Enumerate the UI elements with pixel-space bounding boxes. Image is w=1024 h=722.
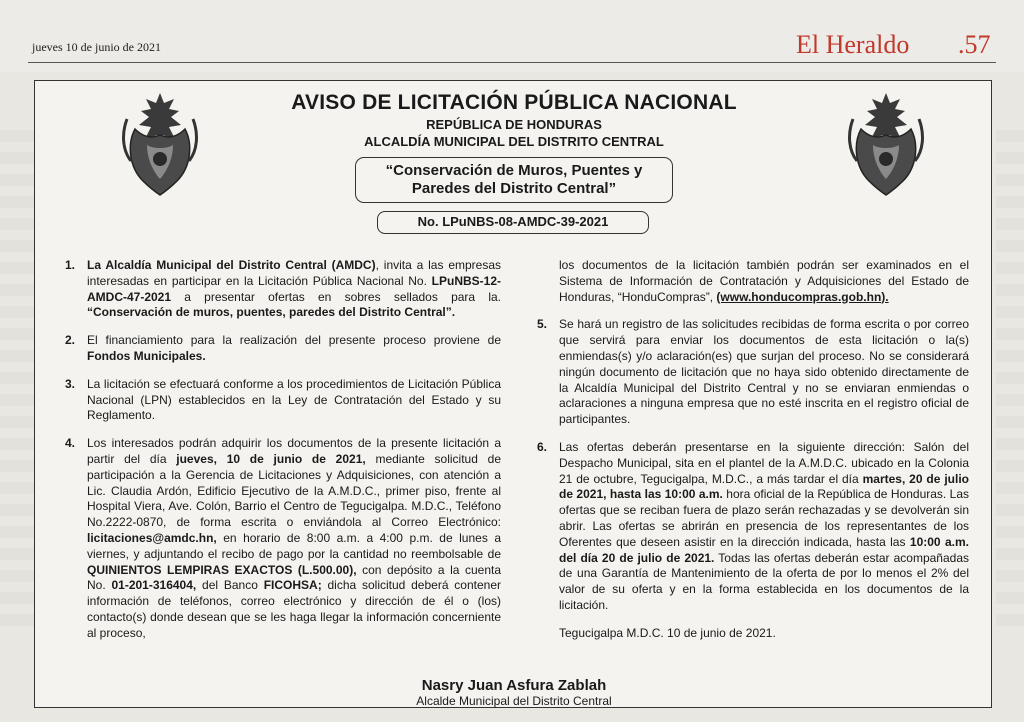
text-run: hora oficial de la República de Honduras. Las ofertas que se reciban fuera de plazo serán rechazadas y se devolverán sin abrir. Las ofertas se abrirán en presencia de los representantes de los Oferentes que deseen asistir en la dirección indicada, hasta las: [559, 487, 970, 549]
list-item: [537, 317, 969, 428]
signatory-title: Alcalde Municipal del Distrito Central: [416, 694, 612, 708]
masthead-rule: [28, 62, 996, 63]
text-bold: jueves, 10 de junio de 2021,: [176, 451, 366, 466]
text-run: El financiamiento para la realización del presente proceso proviene de: [87, 333, 501, 348]
text-run: Las ofertas deberán presentarse en la siguiente dirección: Salón del Despacho Municipal, sita en el plantel de la A.M.D.C. ubicado en la Colonia 21 de octubre, Tegucigalpa, M.D.C., a más tardar el día: [559, 439, 969, 486]
item-number: 1.: [65, 258, 76, 272]
tender-notice: [34, 80, 992, 708]
text-run: , invita a las empresas interesadas en participar en la Licitación Pública Nacional No.: [87, 258, 502, 288]
page-number: .57: [958, 30, 991, 59]
text-bold: QUINIENTOS LEMPIRAS EXACTOS (L.500.00),: [87, 562, 357, 577]
tender-reference-number: No. LPuNBS-08-AMDC-39-2021: [377, 211, 649, 234]
notice-column-left: [65, 258, 501, 654]
text-run: los documentos de la licitación también podrán ser examinados en el Sistema de Información de Contratación y Adquisiciones del Estado de Honduras, “HonduCompras”,: [559, 258, 969, 304]
notice-title: AVISO DE LICITACIÓN PÚBLICA NACIONAL: [291, 91, 737, 114]
notice-column-right: [537, 258, 969, 654]
text-bold: “Conservación de muros, puentes, paredes del Distrito Central”.: [87, 305, 456, 320]
text-run: del Banco: [196, 578, 264, 593]
project-name-line-1: “Conservación de Muros, Puentes y: [385, 162, 643, 179]
list-item: [65, 377, 501, 424]
text-bold: martes, 20 de julio de 2021, hasta las 10:00 a.m.: [559, 471, 969, 502]
project-name-line-2: Paredes del Distrito Central”: [411, 180, 617, 197]
text-bold: licitaciones@amdc.hn,: [87, 530, 217, 545]
signatory-name: Nasry Juan Asfura Zablah: [421, 677, 607, 694]
signature-block: [35, 677, 993, 708]
item-text: [87, 436, 501, 641]
notice-subtitle-municipality: ALCALDÍA MUNICIPAL DEL DISTRITO CENTRAL: [364, 134, 664, 149]
text-run: Todas las ofertas deberán estar acompañadas de una Garantía de Mantenimiento de la oferta de por lo menos el 2% del valor de su oferta y en la forma establecida en los documentos de la licitación.: [559, 550, 969, 612]
text-run: mediante solicitud de participación a la Gerencia de Licitaciones y Adquisiciones, con atención a Lic. Claudia Ardón, Edificio Ejecutivo de la A.M.D.C., primer piso, frente al Hospital Viera, Ave. Colón, Barrio el Centro de Tegucigalpa. M.D.C., Teléfono No.2222-0870, de forma escrita o enviándola al Correo Electrónico:: [87, 451, 501, 530]
list-item: [65, 258, 501, 321]
publication-date: jueves 10 de junio de 2021: [32, 40, 161, 54]
newspaper-brand: El Heraldo: [796, 30, 910, 59]
text-bold: FICOHSA;: [263, 578, 322, 593]
item-text: [87, 258, 501, 321]
item-text: [87, 333, 501, 365]
item-text: Se hará un registro de las solicitudes recibidas de forma escrita o por correo que servirá para enviar los documentos de esta licitación o la(s) enmiendas(s) y/o aclaración(es) que surjan del proceso. No se considerará ningún documento de licitación que no haya sido obtenido directamente de la Alcaldía Municipal del Distrito Central y no se enviaran enmiendas o aclaraciones a ninguna empresa que no esté inscrita en el registro oficial de participantes.: [559, 317, 969, 427]
item-text: La licitación se efectuará conforme a los procedimientos de Licitación Pública Nacional (LPN) establecidos en la Ley de Contratación del Estado y su Reglamento.: [87, 376, 501, 423]
item-text: [559, 440, 969, 614]
text-run: a presentar ofertas en sobres sellados para la.: [171, 289, 501, 304]
text-bold: 01-201-316404,: [111, 578, 197, 593]
text-bold: Fondos Municipales.: [87, 348, 206, 363]
list-item: [65, 436, 501, 641]
background-texture-right: [996, 130, 1024, 630]
item-number: 3.: [65, 376, 76, 391]
text-bold: LPuNBS-12-AMDC-47-2021: [87, 273, 501, 304]
list-item: [537, 440, 969, 614]
item-number: 6.: [537, 439, 548, 454]
text-run: con depósito a la cuenta No.: [87, 562, 501, 593]
text-bold: La Alcaldía Municipal del Distrito Central (AMDC): [87, 258, 376, 272]
project-name-box: [355, 157, 673, 203]
notice-subtitle-country: REPÚBLICA DE HONDURAS: [426, 117, 602, 132]
place-and-date: Tegucigalpa M.D.C. 10 de junio de 2021.: [559, 625, 776, 640]
item-number: 2.: [65, 333, 76, 348]
list-item: [65, 333, 501, 365]
item-number: 4.: [65, 436, 76, 451]
text-run: dicha solicitud deberá contener información de teléfonos, correo electrónico y dirección de él o (los) contacto(s) donde desean que se les haga llegar la información concerniente al proceso,: [87, 578, 501, 640]
masthead: [0, 0, 1024, 72]
item-continuation: [537, 258, 969, 305]
text-run: en horario de 8:00 a.m. a 4:00 p.m. de lunes a viernes, y adjuntando el recibo de pago por la cantidad no reembolsable de: [87, 530, 501, 561]
text-run: Los interesados podrán adquirir los documentos de la presente licitación a partir del día: [87, 436, 501, 466]
honducompras-link[interactable]: (www.honducompras.gob.hn).: [716, 289, 889, 304]
item-number: 5.: [537, 317, 548, 332]
text-bold: 10:00 a.m. del día 20 de julio de 2021.: [559, 534, 969, 565]
